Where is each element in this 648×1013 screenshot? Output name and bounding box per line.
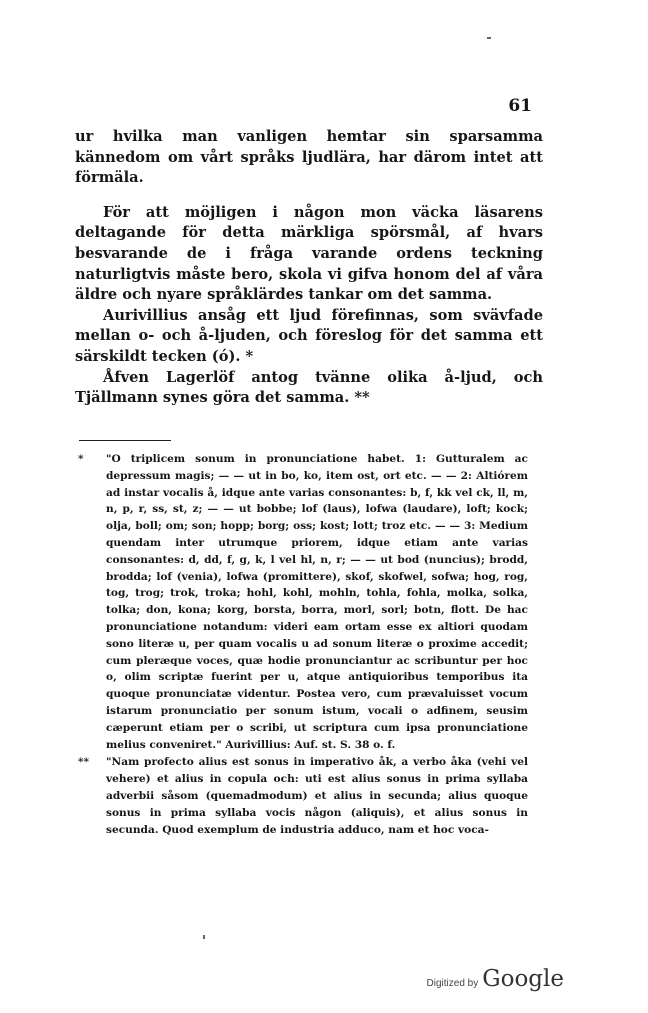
footnotes	[78, 451, 528, 839]
digitized-footer	[427, 966, 564, 992]
footnote	[78, 754, 528, 838]
footnote-text: "Nam profecto alius est sonus in imperativo åk, a verbo åka (vehi vel vehere) et alius in copula och: uti est alius sonus in prima syllaba adverbii såsom (quemadmodum) et alius in secunda; alius quoque sonus in prima syllaba vocis någon (aliquis), et alius sonus in secunda. Quod exemplum de industria adduco, nam et hoc voca-	[106, 756, 528, 836]
footnote-divider	[79, 440, 171, 441]
paragraph: Aurivillius ansåg ett ljud förefinnas, som svävfade mellan o- och å-ljuden, och föreslog för det samma ett särskildt tecken (ó). *	[75, 306, 543, 365]
paragraph: För att möjligen i någon mon väcka läsarens deltagande för detta märkliga spörsmål, af hvars besvarande de i fråga varande ordens teckning naturligtvis måste bero, skola vi gifva honom del af våra äldre och nyare språklärdes tankar om det samma.	[75, 203, 543, 304]
google-logo: Google	[482, 966, 564, 992]
footnote-text: "O triplicem sonum in pronunciatione habet. 1: Gutturalem ac depressum magis; — — ut in bo, ko, item ost, ort etc. — — 2: Altiórem ad instar vocalis å, idque ante varias consonantes: b, f, kk vel ck, ll, m, n, p, r, ss, st, z; — — ut bobbe; lof (laus), lofwa (laudare), loft; kock; olja, boll; om; son; hopp; borg; oss; kost; lott; troz etc. — — 3: Medium quendam inter utrumque priorem, idque etiam ante varias consonantes: d, dd, f, g, k, l vel hl, n, r; — — ut bod (nuncius); brodd, brodda; lof (venia), lofwa (promittere), skof, skofwel, sofwa; hog, rog, tog, trog; trok, troka; hohl, kohl, mohln, tohla, fohla, molka, solka, tolka; don, kona; korg, borsta, borra, morl, sorl; botn, flott. De hac pronunciatione notandum: videri eam ortam esse ex altiori quodam sono literæ u, per quam vocalis u ad sonum literæ o proxime accedit; cum pleræque voces, quæ hodie pronunciantur ac scribuntur per hoc o, olim scriptæ fuerint per u, atque antiquioribus temporibus ita quoque pronunciatæ videntur. Postea vero, cum prævaluisset vocum istarum pronunciatio per sonum istum, vocali o adfinem, seusim cæperunt etiam per o scribi, ut scriptura cum ipsa pronunciatione melius conveniret." Aurivillius: Auf. st. S. 38 o. f.	[106, 453, 528, 751]
page-number: 61	[508, 96, 532, 116]
footnote-mark: *	[78, 453, 84, 465]
scan-speck	[203, 935, 205, 939]
footnote	[78, 451, 528, 753]
paragraph: ur hvilka man vanligen hemtar sin sparsamma kännedom om vårt språks ljudlära, har därom intet att förmäla.	[75, 128, 543, 187]
paragraph: Åfven Lagerlöf antog tvänne olika å-ljud, och Tjällmann synes göra det samma. **	[75, 368, 543, 407]
scan-speck	[487, 37, 491, 39]
footnote-mark: **	[78, 756, 90, 769]
digitized-label: Digitized by	[426, 978, 479, 989]
main-text	[75, 127, 543, 409]
